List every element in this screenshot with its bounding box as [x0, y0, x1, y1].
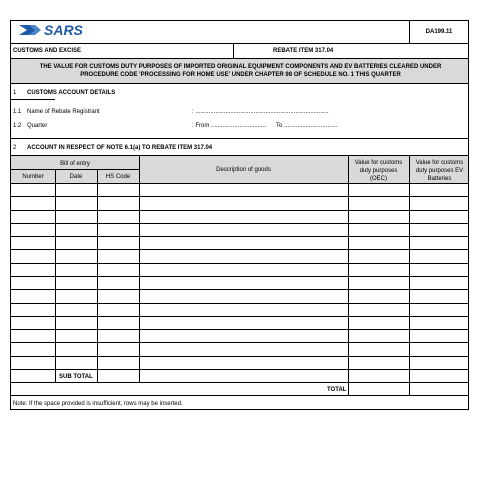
logo-text: SARS — [44, 22, 83, 38]
quarter-to-field[interactable]: To ................................ — [276, 123, 338, 129]
quarter-from-field[interactable]: : From ................................. — [192, 123, 267, 129]
column-ev-line2: duty purposes EV — [415, 168, 464, 174]
table-row[interactable] — [11, 342, 468, 343]
form-code: DA199.11 — [425, 29, 453, 35]
column-oec-line2: duty purposes — [359, 168, 398, 174]
footnote: Note: If the space provided is insufficient, rows may be inserted. — [13, 401, 183, 407]
table-row[interactable] — [11, 276, 468, 277]
column-number: Number — [22, 174, 44, 180]
table-row[interactable] — [11, 210, 468, 211]
section1-heading: CUSTOMS ACCOUNT DETAILS — [27, 90, 116, 96]
section2-number: 2 — [13, 145, 17, 151]
rebate-item-label: REBATE ITEM 317.04 — [273, 48, 334, 54]
form-title-line1: THE VALUE FOR CUSTOMS DUTY PURPOSES OF IMPORTED ORIGINAL EQUIPMENT COMPONENTS AND EV BATTERIES CLEARED UNDER — [39, 64, 442, 70]
table-row[interactable] — [11, 356, 468, 357]
form-title-line2: PROCEDURE CODE 'PROCESSING FOR HOME USE' UNDER CHAPTER 98 OF SCHEDULE NO. 1 THIS QUARTER — [80, 72, 401, 78]
section1-number: 1 — [13, 90, 17, 96]
column-oec-line1: Value for customs — [354, 160, 403, 166]
table-row[interactable] — [11, 223, 468, 224]
column-ev-line3: Batteries — [427, 176, 452, 182]
quarter-label: Quarter — [27, 123, 48, 129]
column-description: Description of goods — [216, 167, 271, 173]
item-1-1-number: 1.1 — [13, 109, 22, 115]
rebate-form — [10, 20, 469, 410]
subtotal-label: SUB TOTAL — [59, 374, 93, 380]
rebate-registrant-field[interactable]: : ................................................................................ — [192, 109, 329, 115]
table-row[interactable] — [11, 369, 468, 370]
sars-logo — [17, 22, 97, 38]
table-row[interactable] — [11, 196, 468, 197]
customs-excise-label: CUSTOMS AND EXCISE — [13, 48, 82, 54]
column-date: Date — [69, 174, 83, 180]
table-row[interactable] — [11, 249, 468, 250]
table-row[interactable] — [11, 289, 468, 290]
bill-of-entry-header: Bill of entry — [60, 161, 90, 167]
column-hs-code: HS Code — [105, 174, 131, 180]
section2-heading: ACCOUNT IN RESPECT OF NOTE 6.1(a) TO REBATE ITEM 317.04 — [27, 145, 213, 151]
table-row[interactable] — [11, 329, 468, 330]
total-label: TOTAL — [327, 387, 347, 393]
table-row[interactable] — [11, 263, 468, 264]
column-ev-line1: Value for customs — [415, 160, 464, 166]
column-oec-line3: (OEC) — [370, 176, 387, 182]
table-row[interactable] — [11, 316, 468, 317]
item-1-2-number: 1.2 — [13, 123, 22, 129]
rebate-registrant-label: Name of Rebate Registrant — [27, 109, 100, 115]
table-row[interactable] — [11, 303, 468, 304]
table-row[interactable] — [11, 236, 468, 237]
